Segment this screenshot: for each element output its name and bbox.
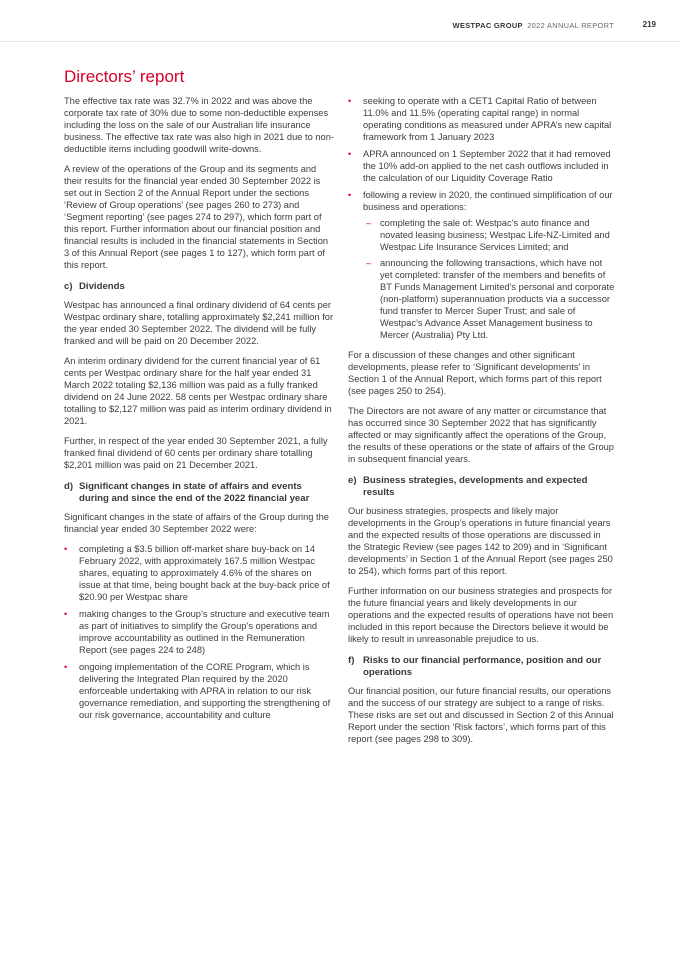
list-item: • completing a $3.5 billion off-market share buy-back on 14 February 2022, with approximately 167.5 million Westpac shares, equating to approximately 4.6% of the shares on issue at that time, being bought back at the buy-back price of $20.90 per Westpac share — [64, 543, 334, 603]
section-heading-text: Significant changes in state of affairs and events during and since the end of the 2022 financial year — [79, 481, 310, 504]
further-information-paragraph: Further information on our business strategies and prospects for the future financial years and likely developments in our operations and the expected results of operations have not been included in this report because the Directors believe it would be likely to result in unreasonable prejudice to us. — [348, 586, 614, 644]
section-label: c) — [64, 281, 73, 292]
section-heading-text: Dividends — [79, 281, 125, 292]
left-column — [64, 95, 334, 729]
list-item: • APRA announced on 1 September 2022 that it had removed the 10% add-on applied to the net cash outflows included in the calculation of our Liquidity Coverage Ratio — [348, 148, 616, 184]
sub-list-item: – announcing the following transactions, which have not yet completed: transfer of the members and benefits of BT Funds Management Limited’s personal and corporate (non-platform) superannuation products via a successor fund transfer to Mercer Super Trust; and sale of Westpac’s Advance Asset Management business to Mercer (Australia) Pty Ltd. — [363, 257, 616, 341]
section-label: e) — [348, 475, 357, 486]
subsequent-events-paragraph: The Directors are not aware of any matter or circumstance that has occurred since 30 September 2022 that has significantly affected or may significantly affect the operations of the Group, the results of these operations or the state of affairs of the Group in subsequent financial years. — [348, 406, 614, 464]
business-strategies-paragraph: Our business strategies, prospects and likely major developments in the Group’s operations in future financial years and the expected results of those operations are discussed in the Strategic Review (see pages 142 to 209) and in ‘Significant developments’ in Section 1 of the Annual Report (see pages 250 to 254), which forms part of this report. — [348, 506, 613, 576]
list-item-text: following a review in 2020, the continued simplification of our business and operations: — [363, 190, 613, 212]
running-header — [0, 0, 680, 42]
final-dividend-paragraph: Westpac has announced a final ordinary dividend of 64 cents per Westpac ordinary share, totalling approximately $2,241 million for the year ended 30 September 2022. The dividend will be fully franked and will be paid on 20 December 2022. — [64, 300, 334, 346]
significant-changes-list-continued — [348, 95, 616, 341]
section-label: d) — [64, 481, 74, 492]
significant-changes-intro: Significant changes in the state of affairs of the Group during the financial year ended 30 September 2022 were: — [64, 512, 329, 534]
interim-dividend-paragraph: An interim ordinary dividend for the current financial year of 61 cents per Westpac ordinary share for the half year ended 31 March 2022 totaling $2,136 million was paid as a fully franked dividend on 24 June 2022. 58 cents per Westpac ordinary share totalling to $2,127 million was paid as interim ordinary dividend in 2021. — [64, 356, 332, 426]
section-label: f) — [348, 655, 355, 666]
risks-paragraph: Our financial position, our future financial results, our operations and the success of our strategy are subject to a range of risks. These risks are set out and discussed in Section 2 of this Annual Report under the section ‘Risk factors’, which forms part of this report (see pages 298 to 309). — [348, 686, 614, 744]
section-heading-business-strategies — [348, 475, 616, 499]
operations-review-paragraph: A review of the operations of the Group and its segments and their results for the financial year ended 30 September 2022 is set out in Section 2 of the Annual Report under the sections ‘Review of Group operations’ (see pages 260 to 273) and ‘Segment reporting’ (see pages 274 to 297), which form part of this report. Further information about our financial position and financial results is included in the financial statements in Section 3 of this Annual Report (see pages 1 to 127), which form part of this report. — [64, 164, 329, 270]
significant-developments-paragraph: For a discussion of these changes and other significant developments, please refer to ‘Significant developments’ in Section 1 of the Annual Report, which forms part of this report (see pages 250 to 254). — [348, 350, 602, 396]
page-title: Directors’ report — [64, 67, 185, 86]
right-column — [348, 95, 616, 753]
page-number: 219 — [642, 20, 656, 29]
tax-rate-paragraph: The effective tax rate was 32.7% in 2022 and was above the corporate tax rate of 30% due to some non-deductible expenses including the loss on the sale of our Australian life insurance business. The effective tax rate was also high in 2021 due to non-deductible items including goodwill write-downs. — [64, 96, 334, 154]
list-item-simplification — [348, 189, 616, 341]
sub-list-item: – completing the sale of: Westpac’s auto finance and novated leasing business; Westpac Life-NZ-Limited and Westpac Life Insurance Services Limited; and — [363, 217, 616, 253]
header-brand: WESTPAC GROUP — [452, 21, 523, 30]
section-heading-text: Business strategies, developments and expected results — [363, 475, 588, 498]
simplification-sub-list — [363, 217, 616, 341]
list-item: • seeking to operate with a CET1 Capital Ratio of between 11.0% and 11.5% (operating capital range) in normal operating conditions as measured under APRA’s new capital framework from 1 January 2023 — [348, 95, 616, 143]
list-item: • making changes to the Group’s structure and executive team as part of initiatives to simplify the Group’s operations and improve accountability as outlined in the Remuneration Report (see pages 224 to 248) — [64, 608, 334, 656]
list-item: • ongoing implementation of the CORE Program, which is delivering the Integrated Plan required by the 2020 enforceable undertaking with APRA in relation to our risk governance remediation, and supporting the strengthening of our risk governance, accountability and culture — [64, 661, 334, 721]
prior-year-dividend-paragraph: Further, in respect of the year ended 30 September 2021, a fully franked final dividend of 60 cents per ordinary share totalling $2,201 million was paid on 21 December 2021. — [64, 436, 328, 470]
running-header-title — [453, 21, 614, 30]
significant-changes-list — [64, 543, 334, 721]
header-report-name: 2022 ANNUAL REPORT — [527, 21, 614, 30]
section-heading-significant-changes — [64, 481, 334, 505]
section-heading-dividends — [64, 281, 334, 293]
section-heading-risks — [348, 655, 616, 679]
section-heading-text: Risks to our financial performance, position and our operations — [363, 655, 602, 678]
